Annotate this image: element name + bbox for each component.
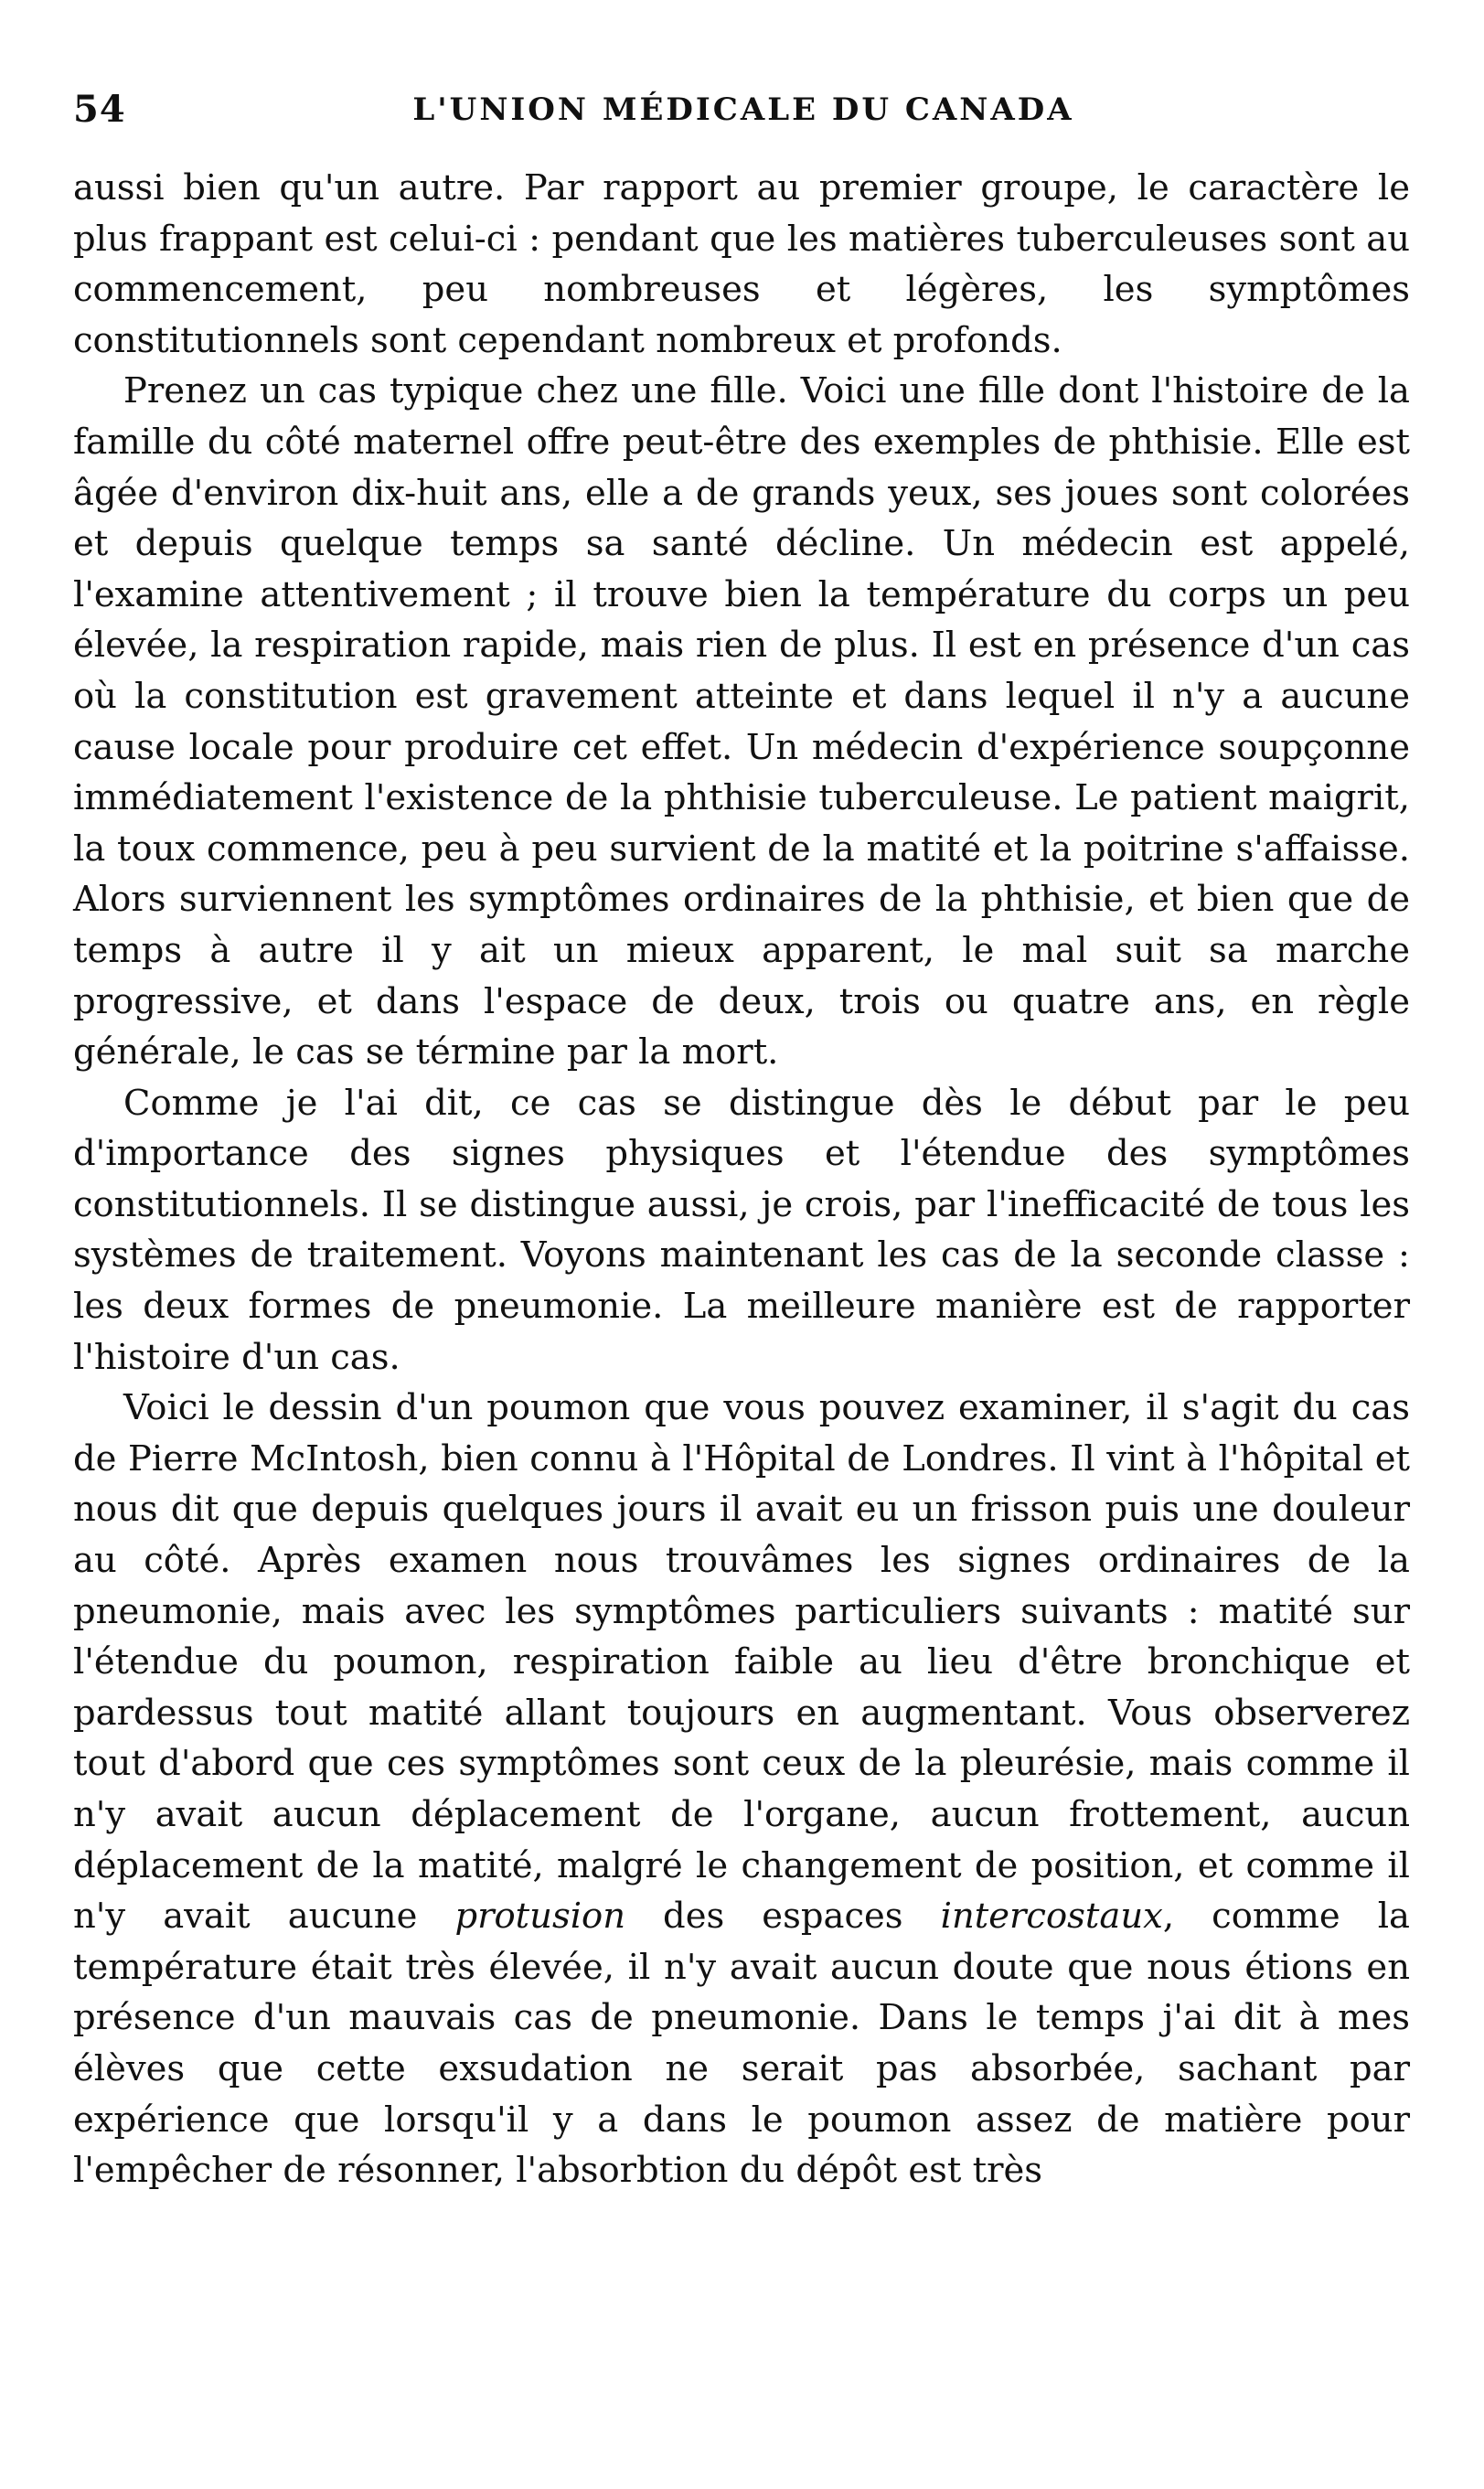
paragraph-text: , comme la température était très élevée, il n'y avait aucun doute que nous étions en présence d'un mauvais cas de pneumonie. Dans le temps j'ai dit à mes élèves que cette exsudation ne serait pas absorbée, sachant par expérience que lorsqu'il y a dans le poumon assez de matière pour l'empêcher de résonner, l'absorbtion du dépôt est très	[73, 1896, 1410, 2192]
paragraph-text: des espaces	[625, 1896, 941, 1938]
paragraph-text: Voici le dessin d'un poumon que vous pouvez examiner, il s'agit du cas de Pierre McIntosh, bien connu à l'Hôpital de Londres. Il vint à l'hôpital et nous dit que depuis quelques jours il avait eu un frisson puis une douleur au côté. Après examen nous trouvâmes les signes ordinaires de la pneumonie, mais avec les symptômes particuliers suivants : matité sur l'étendue du poumon, respiration faible au lieu d'être bronchique et pardessus tout matité allant toujours en augmentant. Vous observerez tout d'abord que ces symptômes sont ceux de la pleurésie, mais comme il n'y avait aucun déplacement de l'organe, aucun frottement, aucun déplacement de la matité, malgré le changement de position, et comme il n'y avait aucune	[73, 1387, 1410, 1938]
italic-term: protusion	[454, 1896, 625, 1938]
italic-term: intercostaux	[940, 1896, 1163, 1938]
paragraph	[73, 1383, 1410, 2196]
body-text	[73, 163, 1410, 2196]
journal-title: L'UNION MÉDICALE DU CANADA	[412, 91, 1074, 128]
paragraph: aussi bien qu'un autre. Par rapport au premier groupe, le caractère le plus frappant est celui-ci : pendant que les matières tuberculeuses sont au commencement, peu nombreuses et légères, les symptômes constitutionnels sont cependant nombreux et profonds.	[73, 167, 1410, 361]
running-head	[73, 88, 1414, 143]
paragraph: Comme je l'ai dit, ce cas se distingue dès le début par le peu d'importance des signes physiques et l'étendue des symptômes constitutionnels. Il se distingue aussi, je crois, par l'inefficacité de tous les systèmes de traitement. Voyons maintenant les cas de la seconde classe : les deux formes de pneumonie. La meilleure manière est de rapporter l'histoire d'un cas.	[73, 1082, 1410, 1378]
paragraph: Prenez un cas typique chez une fille. Voici une fille dont l'histoire de la famille du côté maternel offre peut-être des exemples de phthisie. Elle est âgée d'environ dix-huit ans, elle a de grands yeux, ses joues sont colorées et depuis quelque temps sa santé décline. Un médecin est appelé, l'examine attentivement ; il trouve bien la température du corps un peu élevée, la respiration rapide, mais rien de plus. Il est en présence d'un cas où la constitution est gravement atteinte et dans lequel il n'y a aucune cause locale pour produire cet effet. Un médecin d'expérience soupçonne immédiatement l'existence de la phthisie tuberculeuse. Le patient maigrit, la toux commence, peu à peu survient de la matité et la poitrine s'affaisse. Alors surviennent les symptômes ordinaires de la phthisie, et bien que de temps à autre il y ait un mieux apparent, le mal suit sa marche progressive, et dans l'espace de deux, trois ou quatre ans, en règle générale, le cas se términe par la mort.	[73, 370, 1410, 1074]
page-number: 54	[73, 88, 126, 131]
